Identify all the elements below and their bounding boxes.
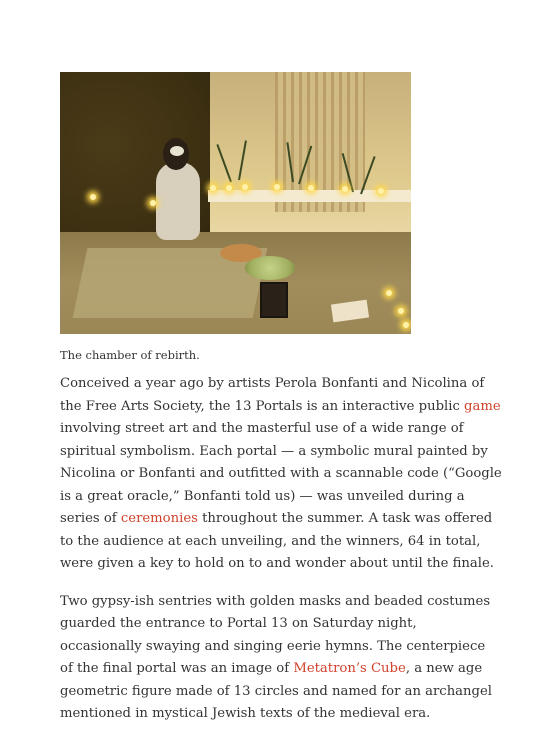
article-body [60, 373, 502, 726]
photo-candle [403, 322, 409, 328]
photo-candle [210, 185, 216, 191]
paragraph-text: , a new age geometric figure made of 13 circles and named for an archangel mentioned in mystical Jewish texts of the medieval era. [60, 661, 493, 721]
photo-candle [242, 184, 248, 190]
paragraph-text: throughout the summer. A task was offered to the audience at each unveiling, and the winners, 64 in total, were given a key to hold on to and wonder about until the finale. [60, 511, 495, 571]
article [60, 72, 502, 741]
photo-candle [398, 308, 404, 314]
photo-lantern [260, 282, 288, 318]
ceremonies-link[interactable]: ceremonies [120, 511, 198, 526]
paragraph [60, 373, 502, 576]
photo-candle [308, 185, 314, 191]
game-link[interactable]: game [464, 398, 501, 414]
photo-candle [274, 184, 280, 190]
photo-candle [378, 188, 384, 194]
paragraph [60, 591, 502, 726]
paragraph-text: Two gypsy-ish sentries with golden masks and beaded costumes guarded the entrance to Portal 13 on Saturday night, occasionally swaying and singing eerie hymns. The centerpiece of the final portal was an image of [60, 593, 491, 676]
photo-caption: The chamber of rebirth. [60, 348, 200, 362]
photo-seated-figure [156, 162, 200, 240]
paragraph-text: Conceived a year ago by artists Perola Bonfanti and Nicolina of the Free Arts Society, the 13 Portals is an interactive public [60, 376, 485, 414]
photo-candle [150, 200, 156, 206]
photo-candle [226, 185, 232, 191]
photo-grapes [245, 256, 295, 280]
article-photo [60, 72, 411, 334]
photo-candle [386, 290, 392, 296]
metatrons-cube-link[interactable]: Metatron’s Cube [293, 661, 406, 676]
photo-candle [90, 194, 96, 200]
photo-mask [170, 146, 184, 156]
paragraph-text: involving street art and the masterful use of a wide range of spiritual symbolism. Each portal — a symbolic mural painted by Nicolina or Bonfanti and outfitted with a scannable code (“Google is a great oracle,” Bonfanti told us) — was unveiled during a series of [60, 421, 502, 526]
photo-candle [342, 186, 348, 192]
